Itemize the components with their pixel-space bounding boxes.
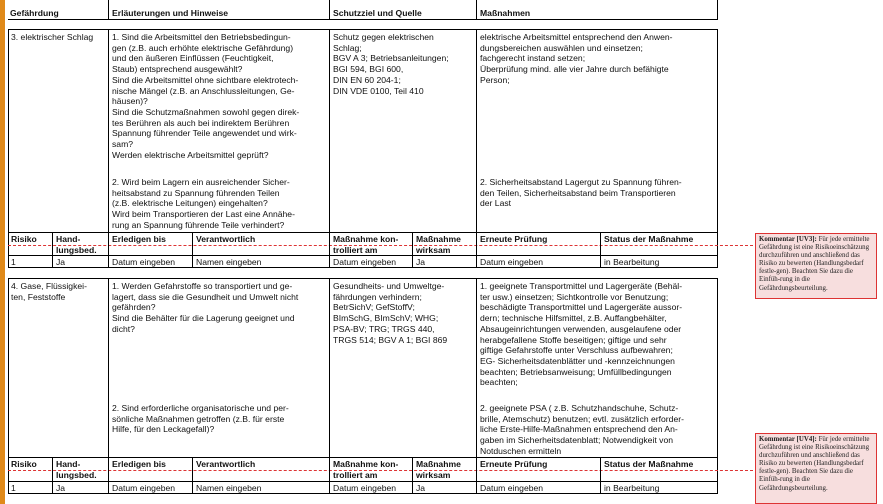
measures-1: elektrische Arbeitsmittel entsprechend den Anwen- dungsbereichen auswählen und einsetzen; fachgerecht instand setzen; Überprüfung mind. alle vier Jahre durch befähigte Person;	[480, 32, 673, 85]
status-need-label: Hand- lungsbed.	[56, 234, 97, 255]
status-divider	[476, 232, 477, 268]
until-date-field[interactable]: Datum eingeben	[112, 257, 176, 267]
status-top-rule	[8, 232, 718, 233]
status-checked-label: Maßnahme kon- trolliert am	[333, 459, 399, 480]
header-divider	[717, 0, 718, 19]
status-recheck-label: Erneute Prüfung	[480, 234, 548, 244]
row-divider	[329, 29, 330, 232]
effective-value[interactable]: Ja	[416, 483, 426, 493]
status-until-label: Erledigen bis	[112, 459, 166, 469]
header-hazard: Gefährdung	[10, 8, 59, 18]
risk-value[interactable]: 1	[11, 257, 16, 267]
measures-2: 2. geeignete PSA ( z.B. Schutzhandschuhe, Schutz- brille, Atemschutz) benutzen; evtl. zusätzlich erforder- liche Erste-Hilfe-Maßnahmen entsprechend den An- gaben im Sicherheitsdatenblatt; Notwendigkeit von Notduschen ermitteln	[480, 403, 684, 456]
status-divider	[108, 457, 109, 494]
header-divider	[329, 0, 330, 19]
measures-1: 1. geeignete Transportmittel und Lagergeräte (Behäl- ter usw.) einsetzen; Sichtkontrolle vor Benutzung; beschädigte Transportmittel und Lagergeräte aussor- dern; technische Hilfsmittel, z.B. Auffangbehälter, Absaugeinrichtungen verwenden, ausgelaufene oder herabgefallene Stoffe beseitigen; giftige und sehr giftige Gefahrstoffe unter Verschluss aufbewahren; EG- Sicherheitsdatenblätter und -kennzeichnungen beachten; Betriebsanweisung; Umfüllbedingungen beachten;	[480, 281, 683, 388]
header-notes: Erläuterungen und Hinweise	[112, 8, 229, 18]
status-divider	[192, 232, 193, 268]
comment-text: Für jede ermittelte Gefährdung ist eine Risikoeinschätzung durchzuführen und anschließend das Risiko zu bewerten (Handlungsbedarf festle-gen). Beachten Sie dazu die Einfüh-rung in die Gefährdungsbeurteilung.	[759, 236, 870, 292]
checked-date-field[interactable]: Datum eingeben	[333, 483, 397, 493]
recheck-date-field[interactable]: Datum eingeben	[480, 483, 544, 493]
status-status-label: Status der Maßnahme	[604, 234, 694, 244]
row-divider	[108, 29, 109, 232]
hazard-notes-2: 2. Wird beim Lagern ein ausreichender Sicher- heitsabstand zu Spannung führenden Teilen (z.B. elektrische Leitungen) eingehalten? Wird beim Transportieren der Last eine Annähe- rung an Spannung führende Teile verhindert?	[112, 177, 295, 230]
status-divider	[329, 232, 330, 268]
row-divider	[329, 278, 330, 457]
status-top-rule	[8, 457, 718, 458]
status-status-label: Status der Maßnahme	[604, 459, 694, 469]
responsible-field[interactable]: Namen eingeben	[196, 257, 262, 267]
row-border	[717, 278, 718, 494]
hazard-electric-shock: 3. elektrischer Schlag	[11, 32, 94, 42]
status-divider	[476, 457, 477, 494]
header-source: Schutzziel und Quelle	[333, 8, 422, 18]
row-top-rule	[8, 29, 718, 30]
need-value[interactable]: Ja	[56, 483, 66, 493]
hazard-notes-2: 2. Sind erforderliche organisatorische und per- sönliche Maßnahmen getroffen (z.B. für erste Hilfe, für den Leckagefall)?	[112, 403, 289, 435]
header-divider	[108, 0, 109, 19]
status-risk-label: Risiko	[11, 459, 37, 469]
status-mid-rule	[8, 255, 718, 256]
row-divider	[476, 29, 477, 232]
protection-source: Gesundheits- und Umweltge- fährdungen verhindern; BetrSichV; GefStoffV; BImSchG, BImSchV; WHG; PSA-BV; TRG; TRGS 440, TRGS 514; BGV A 1; BGI 869	[333, 281, 448, 345]
comment-title: Kommentar [UV4]:	[759, 436, 817, 443]
status-value[interactable]: in Bearbeitung	[604, 257, 660, 267]
measures-2: 2. Sicherheitsabstand Lagergut zu Spannung führen- den Teilen, Sicherheitsabstand beim Transportieren der Last	[480, 177, 682, 209]
status-divider	[192, 457, 193, 494]
protection-source: Schutz gegen elektrischen Schlag; BGV A 3; Betriebsanleitungen; BGI 594, BGI 600, DIN EN 60 204-1; DIN VDE 0100, Teil 410	[333, 32, 449, 96]
status-divider	[329, 457, 330, 494]
status-resp-label: Verantwortlich	[196, 234, 256, 244]
checked-date-field[interactable]: Datum eingeben	[333, 257, 397, 267]
status-divider	[108, 232, 109, 268]
row-divider	[476, 278, 477, 457]
status-mid-rule	[8, 481, 718, 482]
status-effective-label: Maßnahme wirksam	[416, 459, 461, 480]
status-divider	[600, 232, 601, 268]
need-value[interactable]: Ja	[56, 257, 66, 267]
header-measures: Maßnahmen	[480, 8, 531, 18]
document-page	[5, 0, 883, 504]
comment-text: Für jede ermittelte Gefährdung ist eine Risikoeinschätzung durchzuführen und anschließend das Risiko zu bewerten (Handlungsbedarf festle-gen). Beachten Sie dazu die Einfüh-rung in die Gefährdungsbeurteilung.	[759, 436, 870, 492]
hazard-notes-1: 1. Werden Gefahrstoffe so transportiert und ge- lagert, dass sie die Gesundheit und Umwelt nicht gefährden? Sind die Behälter für die Lagerung geeignet und dicht?	[112, 281, 299, 334]
comment-anchor-line	[8, 470, 753, 471]
status-need-label: Hand- lungsbed.	[56, 459, 97, 480]
risk-value[interactable]: 1	[11, 483, 16, 493]
hazard-notes-1: 1. Sind die Arbeitsmittel den Betriebsbedingun- gen (z.B. auch erhöhte elektrische Gefährdung) und den äußeren Einflüssen (Feuchtigkeit, Staub) entsprechend ausgewählt? Sind die Arbeitsmittel ohne sichtbare elektrotech- nische Mängel (z.B. an Anschlussleitungen, Ge- häusen)? Sind die Schutzmaßnahmen sowohl gegen direk- tes Berühren als auch bei indirektem Berühren Spannung führender Teile angewendet und wirk- sam? Werden elektrische Arbeitsmittel geprüft?	[112, 32, 300, 160]
effective-value[interactable]: Ja	[416, 257, 426, 267]
status-bottom-rule	[8, 267, 718, 268]
comment-title: Kommentar [UV3]:	[759, 236, 817, 243]
row-top-rule	[8, 278, 718, 279]
responsible-field[interactable]: Namen eingeben	[196, 483, 262, 493]
status-resp-label: Verantwortlich	[196, 459, 256, 469]
comment-balloon[interactable]	[755, 233, 877, 299]
status-until-label: Erledigen bis	[112, 234, 166, 244]
status-bottom-rule	[8, 493, 718, 494]
hazard-substances: 4. Gase, Flüssigkei- ten, Feststoffe	[11, 281, 87, 302]
header-divider	[476, 0, 477, 19]
recheck-date-field[interactable]: Datum eingeben	[480, 257, 544, 267]
row-divider	[108, 278, 109, 457]
comment-balloon[interactable]	[755, 433, 877, 504]
status-effective-label: Maßnahme wirksam	[416, 234, 461, 255]
header-bottom-rule	[8, 19, 718, 20]
status-value[interactable]: in Bearbeitung	[604, 483, 660, 493]
status-risk-label: Risiko	[11, 234, 37, 244]
status-divider	[600, 457, 601, 494]
status-recheck-label: Erneute Prüfung	[480, 459, 548, 469]
comment-anchor-line	[8, 245, 753, 246]
status-checked-label: Maßnahme kon- trolliert am	[333, 234, 399, 255]
until-date-field[interactable]: Datum eingeben	[112, 483, 176, 493]
